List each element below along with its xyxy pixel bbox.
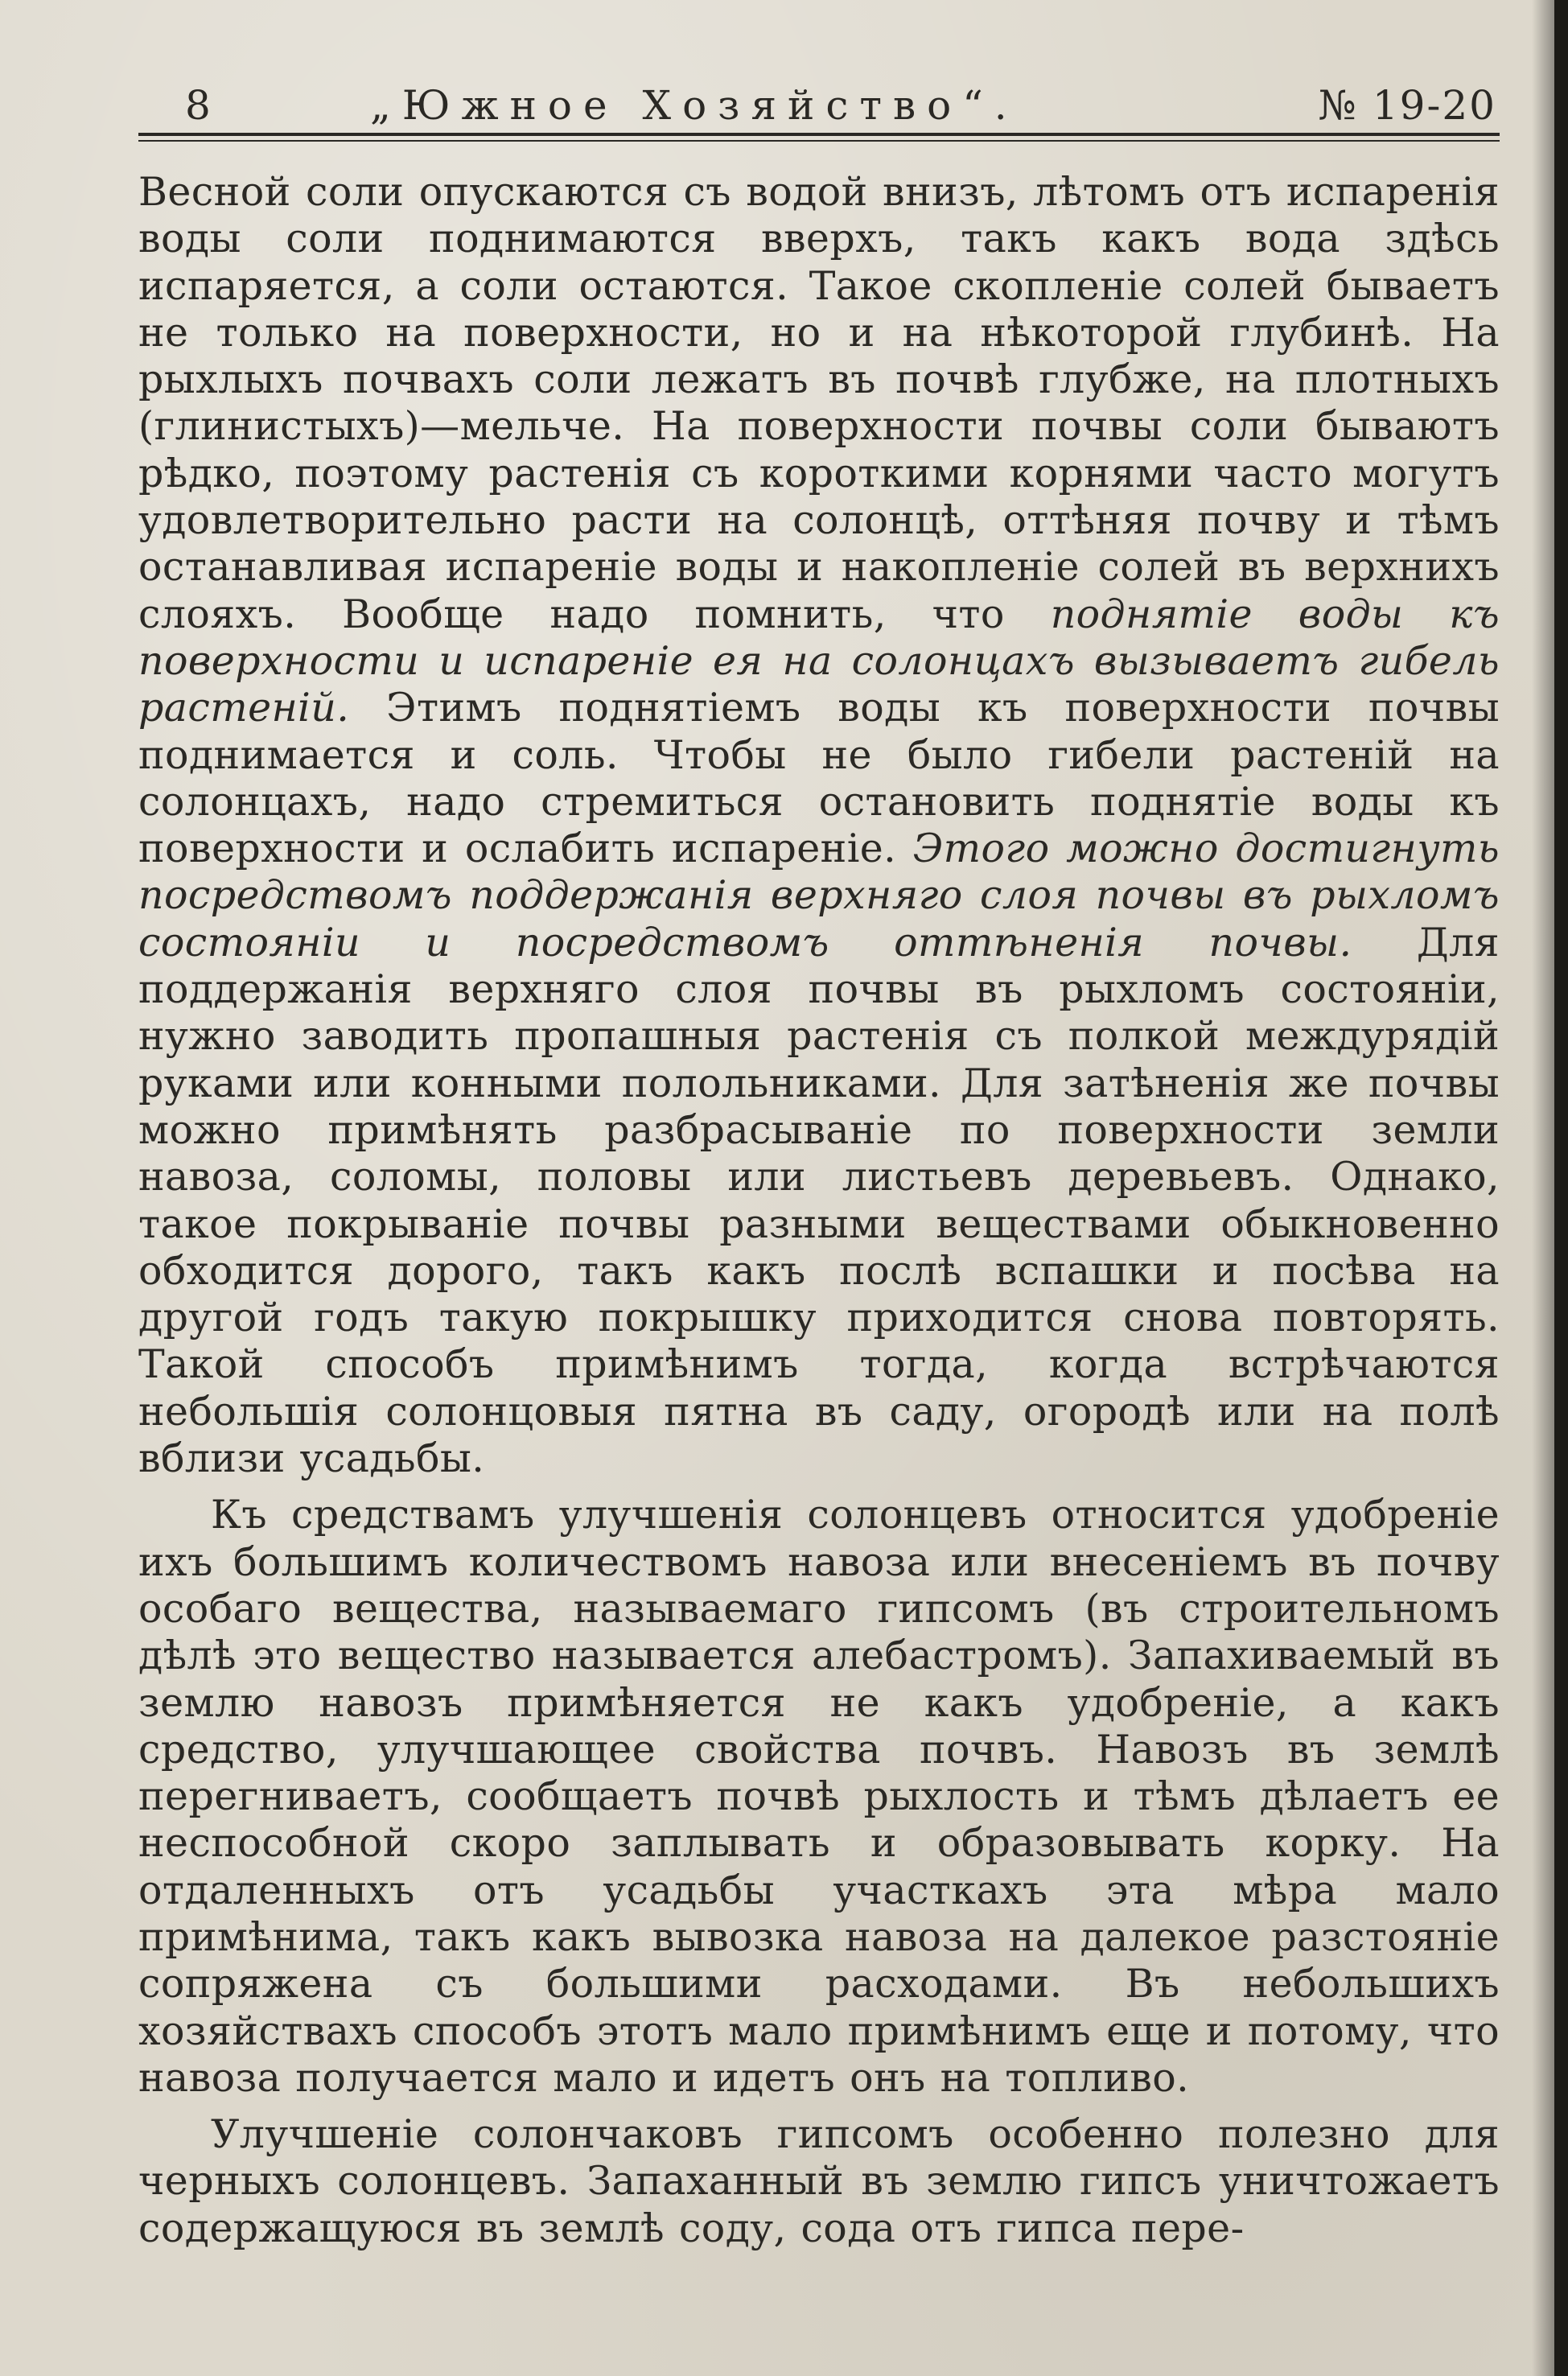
page-edge-shadow [1532, 0, 1554, 2376]
running-header [185, 77, 1504, 134]
page-number: 8 [185, 82, 211, 129]
paragraph-1-text-c: Для поддержанія верхняго слоя почвы въ рыхломъ состояніи, нужно заводить пропашныя растенія съ полкой междурядій руками или конными полольниками. Для затѣненія же почвы можно примѣнять разбрасываніе по поверхности земли навоза, соломы, половы или листьевъ деревьевъ. Однако, такое покрываніе почвы разными веществами обыкновенно обходится дорого, такъ какъ послѣ вспашки и посѣва на другой годъ такую покрышку приходится снова повторять. Такой способъ примѣнимъ тогда, когда встрѣчаются небольшія солонцовыя пятна въ саду, огородѣ или на полѣ вблизи усадьбы. [138, 919, 1500, 1482]
paragraph-1 [138, 169, 1500, 1482]
issue-number: № 19-20 [1318, 82, 1496, 129]
paragraph-1-italic-a: поднятіе воды къ поверхности и испареніе ея на солонцахъ вызываетъ гибель растеній. [138, 591, 1500, 731]
paragraph-3: Улучшеніе солончаковъ гипсомъ особенно полезно для черныхъ солонцевъ. Запаханный въ землю гипсъ уничтожаетъ содержащуюся въ землѣ соду, сода отъ гипса пере- [138, 2111, 1500, 2251]
journal-title: „Южное Хозяйство“. [370, 82, 1019, 129]
header-rule-thin [138, 140, 1500, 142]
header-rule-thick [138, 133, 1500, 136]
article-body [138, 169, 1500, 2252]
paragraph-1-italic-b: Этого можно достигнуть посредствомъ поддержанія верхняго слоя почвы въ рыхломъ состояніи и посредствомъ оттѣненія почвы. [138, 826, 1500, 966]
paragraph-1-text-b: Этимъ поднятіемъ воды къ поверхности почвы поднимается и соль. Чтобы не было гибели растеній на солонцахъ, надо стремиться остановить поднятіе воды къ поверхности и ослабить испареніе. [138, 685, 1500, 872]
paragraph-1-text-a: Весной соли опускаются съ водой внизъ, лѣтомъ отъ испаренія воды соли поднимаются вверхъ, такъ какъ вода здѣсь испаряется, а соли остаются. Такое скопленіе солей бываетъ не только на поверхности, но и на нѣкоторой глубинѣ. На рыхлыхъ почвахъ соли лежатъ въ почвѣ глубже, на плотныхъ (глинистыхъ)—мельче. На поверхности почвы соли бываютъ рѣдко, поэтому растенія съ короткими корнями часто могутъ удовлетворительно расти на солонцѣ, оттѣняя почву и тѣмъ останавливая испареніе воды и накопленіе солей въ верхнихъ слояхъ. Вообще надо помнить, что [138, 169, 1500, 637]
paragraph-2: Къ средствамъ улучшенія солонцевъ относится удобреніе ихъ большимъ количествомъ навоза или внесеніемъ въ почву особаго вещества, называемаго гипсомъ (въ строительномъ дѣлѣ это вещество называется алебастромъ). Запахиваемый въ землю навозъ примѣняется не какъ удобреніе, а какъ средство, улучшающее свойства почвъ. Навозъ въ землѣ перегниваетъ, сообщаетъ почвѣ рыхлость и тѣмъ дѣлаетъ ее неспособной скоро заплывать и образовывать корку. На отдаленныхъ отъ усадьбы участкахъ эта мѣра мало примѣнима, такъ какъ вывозка навоза на далекое разстояніе сопряжена съ большими расходами. Въ небольшихъ хозяйствахъ способъ этотъ мало примѣнимъ еще и потому, что навоза получается мало и идетъ онъ на топливо. [138, 1492, 1500, 2101]
